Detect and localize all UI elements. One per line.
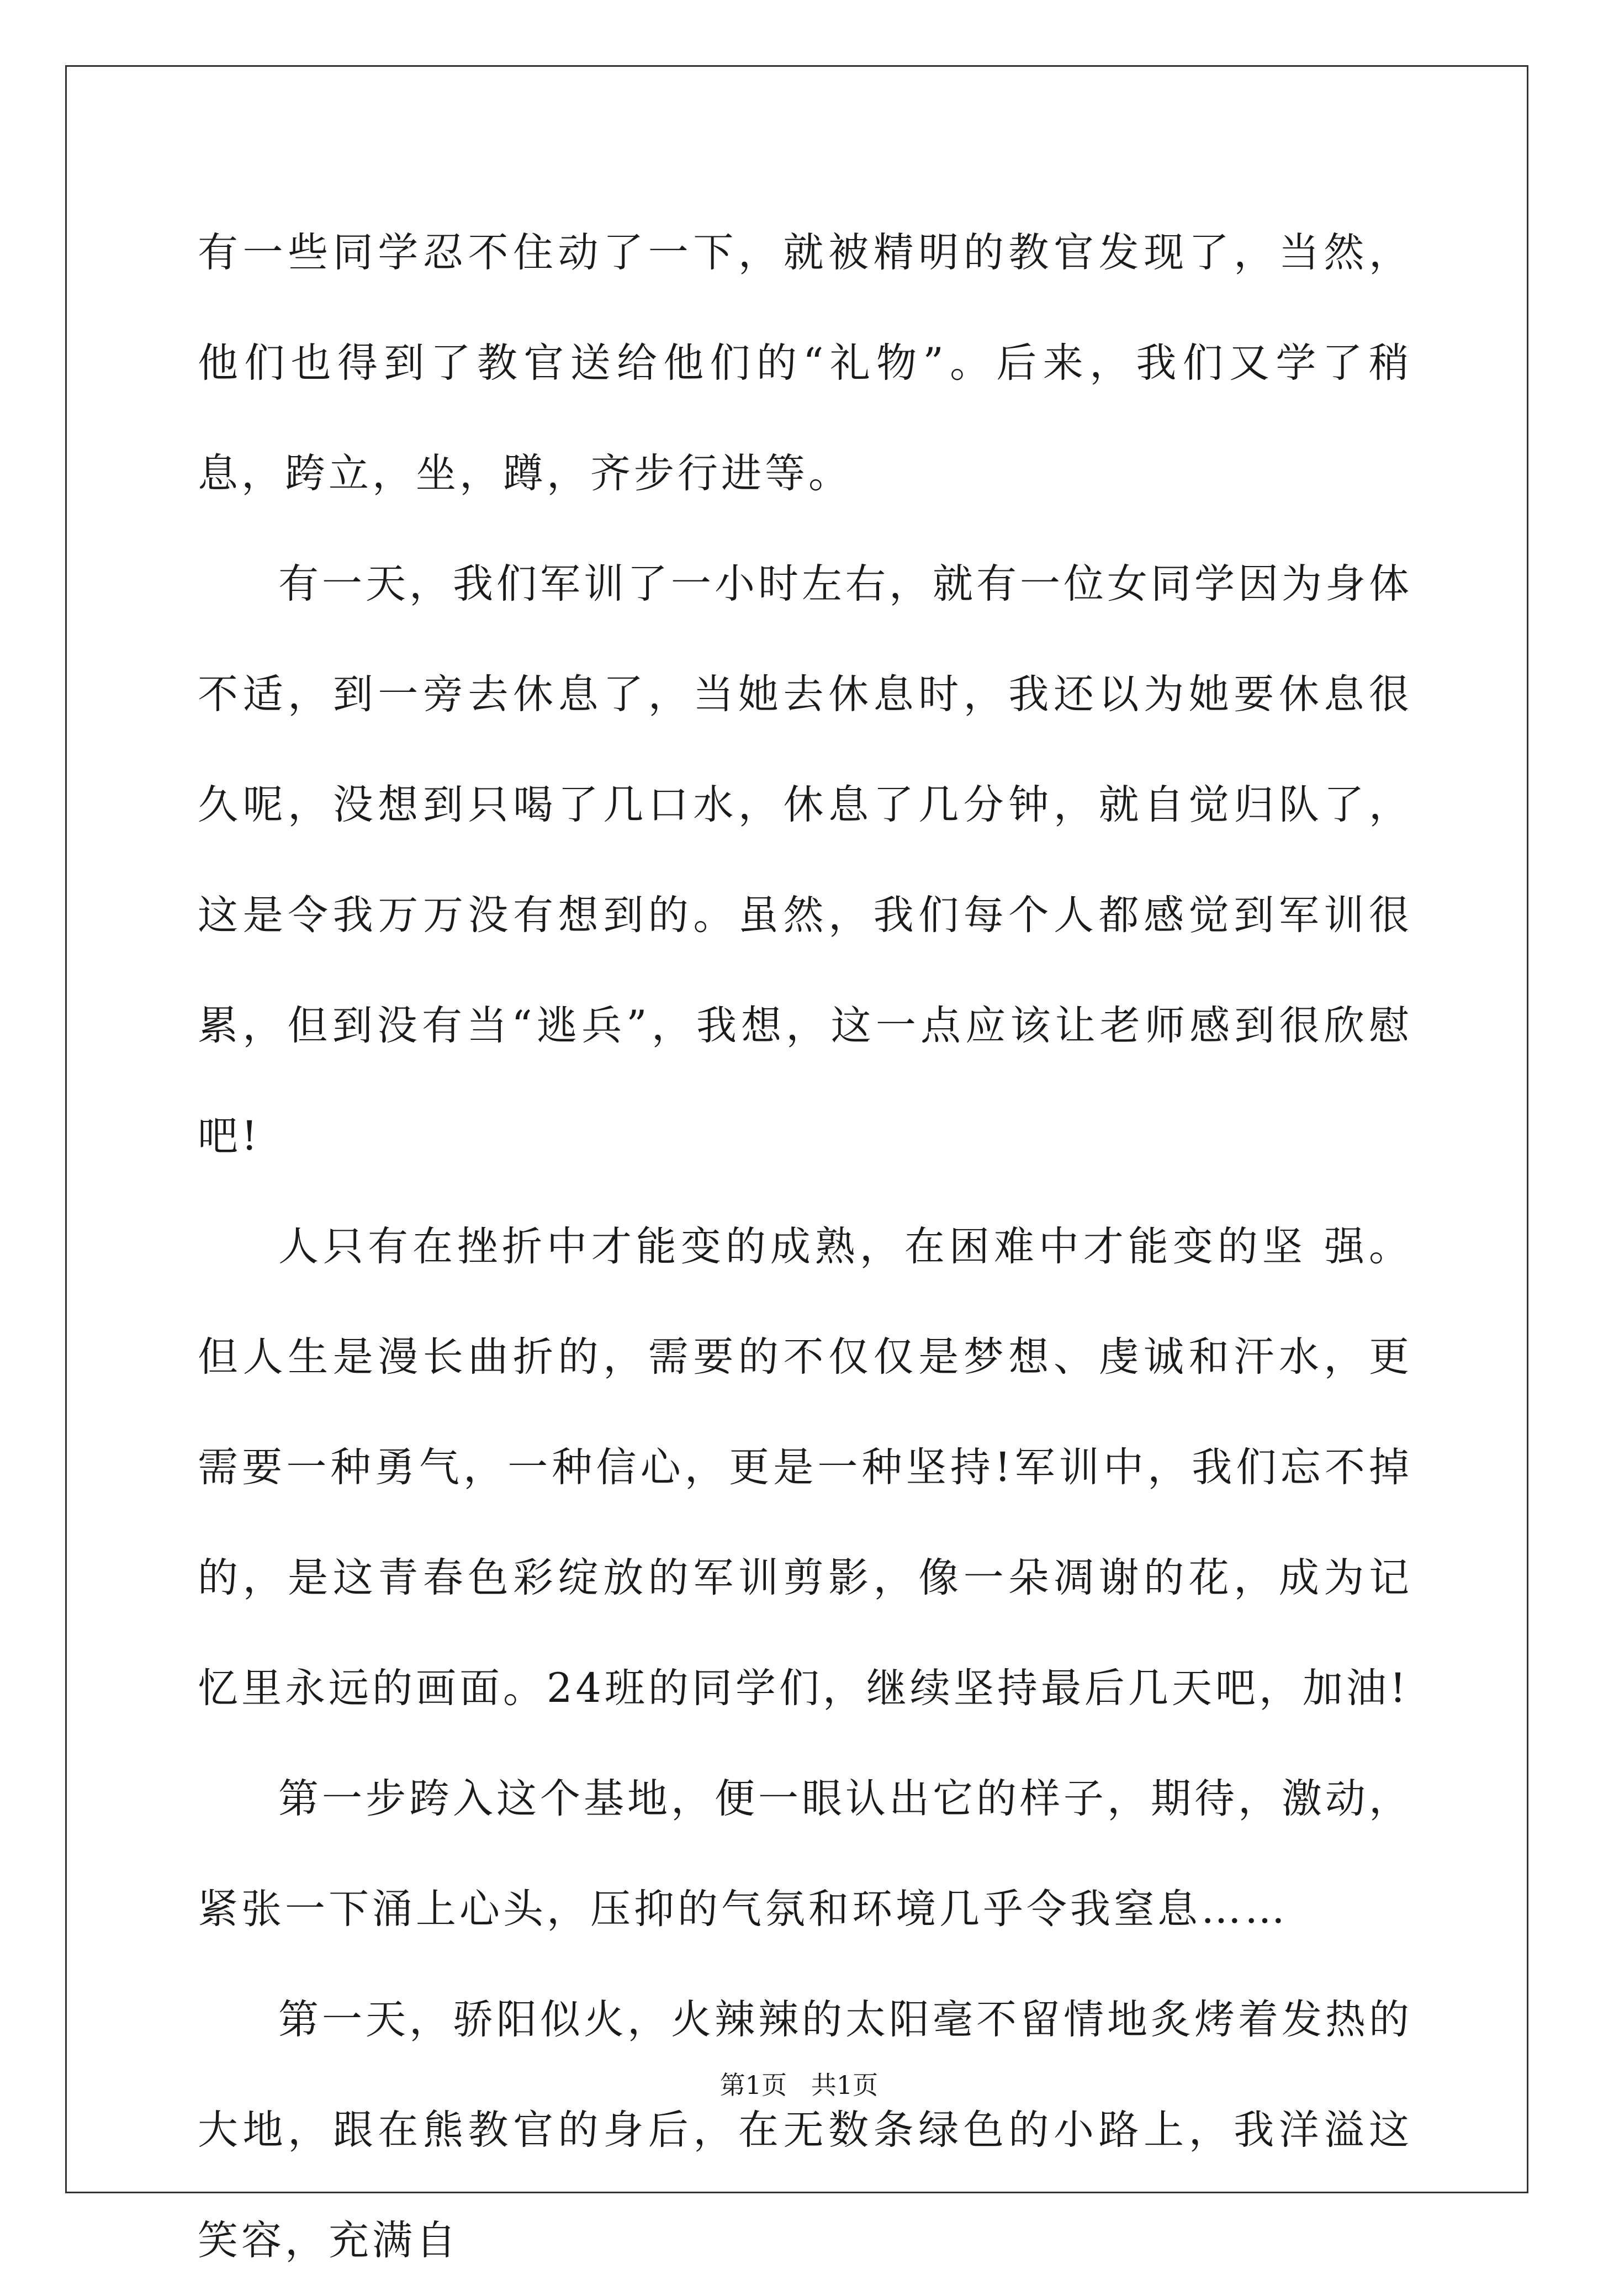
document-body (198, 198, 1412, 2296)
page-footer: 第1页 共1页 (719, 2070, 879, 2100)
paragraph-2: 有一天，我们军训了一小时左右，就有一位女同学因为身体不适，到一旁去休息了，当她去休息时，我还以为她要休息很久呢，没想到只喝了几口水，休息了几分钟，就自觉归队了，这是令我万万没有想到的。虽然，我们每个人都感觉到军训很累，但到没有当“逃兵”，我想，这一点应该让老师感到很欣慰吧! (198, 560, 1412, 1160)
paragraph-4: 第一步跨入这个基地，便一眼认出它的样子，期待，激动，紧张一下涌上心头，压抑的气氛和环境几乎令我窒息…… (198, 1775, 1412, 1933)
paragraph-3: 人只有在挫折中才能变的成熟，在困难中才能变的坚 强。但人生是漫长曲折的，需要的不仅仅是梦想、虔诚和汗水，更需要一种勇气，一种信心，更是一种坚持!军训中，我们忘不掉的，是这青春色彩绽放的军训剪影，像一朵凋谢的花，成为记忆里永远的画面。24班的同学们，继续坚持最后几天吧，加油! (198, 1223, 1412, 1712)
paragraph-5: 第一天，骄阳似火，火辣辣的太阳毫不留情地炙烤着发热的大地，跟在熊教官的身后，在无数条绿色的小路上，我洋溢这笑容，充满自 (198, 1996, 1412, 2264)
paragraph-1: 有一些同学忍不住动了一下，就被精明的教官发现了，当然，他们也得到了教官送给他们的“礼物”。后来，我们又学了稍息，跨立，坐，蹲，齐步行进等。 (198, 229, 1412, 497)
